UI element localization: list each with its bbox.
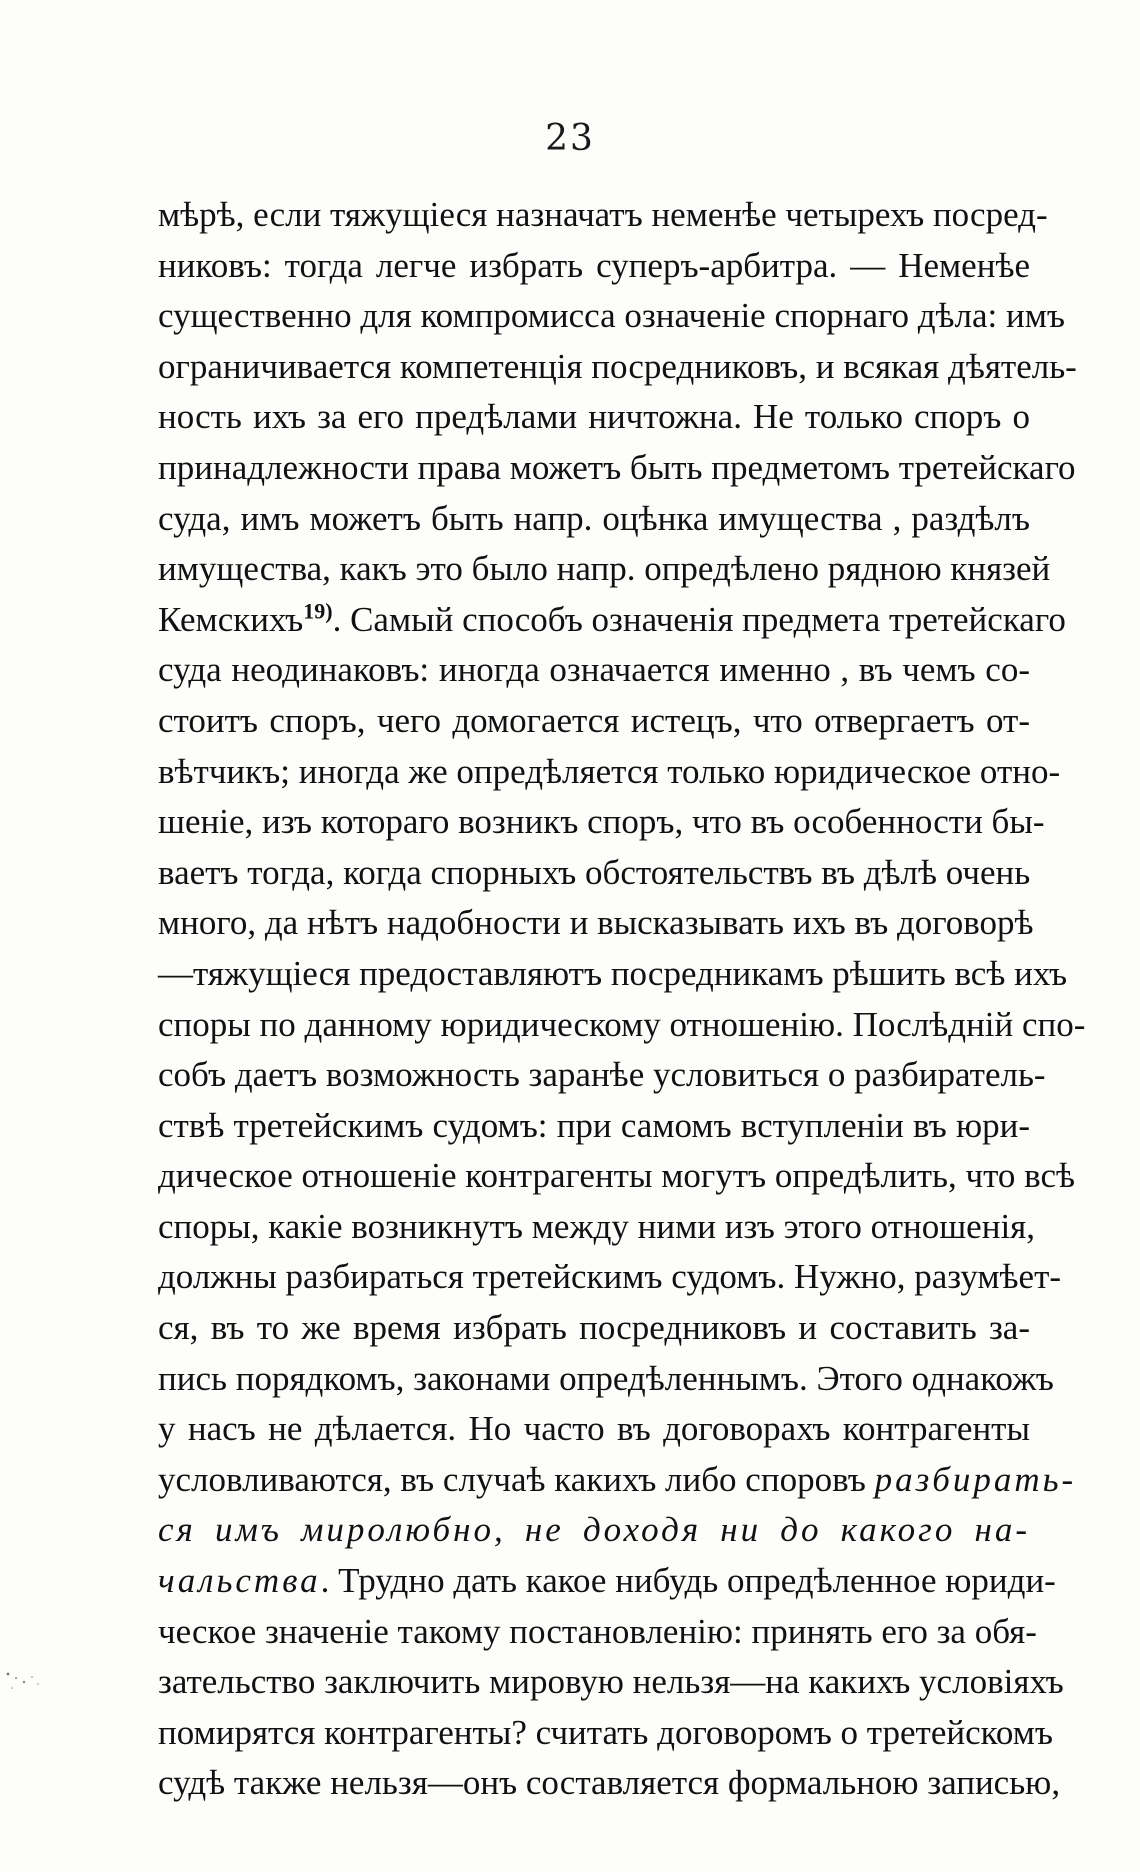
text-segment: ограничивается компетенція посредниковъ, и всякая дѣятель- <box>158 346 1077 386</box>
text-line <box>158 645 1030 696</box>
text-line <box>158 1101 1030 1152</box>
text-segment: ность ихъ за его предѣлами ничтожна. Не только споръ о <box>158 397 1030 437</box>
italic-text-segment: ся имъ миролюбно, не доходя ни до какого на- <box>158 1510 1030 1550</box>
text-line <box>158 949 1068 1000</box>
text-segment: . Трудно дать какое нибудь опредѣленное юриди- <box>320 1561 1056 1601</box>
text-line <box>158 1202 1036 1253</box>
text-segment: ствѣ третейскимъ судомъ: при самомъ вступленіи въ юри- <box>158 1105 1030 1145</box>
text-line <box>158 1151 1076 1202</box>
text-line <box>158 494 1030 545</box>
text-segment: —тяжущіеся предоставляютъ посредникамъ рѣшить всѣ ихъ <box>158 953 1068 993</box>
text-segment: собъ даетъ возможность заранѣе условиться о разбиратель- <box>158 1055 1046 1095</box>
text-line <box>158 1657 1064 1708</box>
text-segment: существенно для компромисса означеніе спорнаго дѣла: имъ <box>158 296 1065 336</box>
text-segment: у насъ не дѣлается. Но часто въ договорахъ контрагенты <box>158 1409 1030 1449</box>
text-segment: ся, въ то же время избрать посредниковъ и составить за- <box>158 1308 1030 1348</box>
text-segment: споры, какіе возникнутъ между ними изъ этого отношенія, <box>158 1206 1036 1246</box>
italic-text-segment: разбирать- <box>874 1459 1077 1499</box>
text-line <box>158 1505 1030 1556</box>
text-segment: стоитъ споръ, чего домогается истецъ, что отвергаетъ от- <box>158 700 1030 740</box>
text-line <box>158 241 1030 292</box>
text-line <box>158 1303 1030 1354</box>
text-line <box>158 1708 1053 1759</box>
text-line <box>158 1455 1077 1506</box>
text-line <box>158 696 1030 747</box>
text-segment: судѣ также нельзя—онъ составляется формальною записью, <box>158 1763 1061 1803</box>
text-line <box>158 747 1061 798</box>
text-line <box>158 1050 1046 1101</box>
body-text <box>158 190 1086 1809</box>
text-segment: много, да нѣтъ надобности и высказывать ихъ въ договорѣ <box>158 903 1034 943</box>
text-segment: суда неодинаковъ: иногда означается именно , въ чемъ со- <box>158 650 1030 690</box>
text-segment: мѣрѣ, если тяжущіеся назначатъ неменѣе четырехъ посред- <box>158 195 1048 234</box>
text-line <box>158 1252 1062 1303</box>
text-segment: ческое значеніе такому постановленію: принять его за обя- <box>158 1611 1037 1651</box>
footnote-marker: 19) <box>303 598 333 624</box>
italic-text-segment: чальства <box>158 1561 321 1601</box>
text-segment: никовъ: тогда легче избрать суперъ-арбитра. — Неменѣе <box>158 245 1030 285</box>
text-segment: суда, имъ можетъ быть напр. оцѣнка имущества , раздѣлъ <box>158 498 1030 538</box>
text-segment: зательство заключить мировую нельзя—на какихъ условіяхъ <box>158 1662 1064 1702</box>
text-segment: условливаются, въ случаѣ какихъ либо споровъ <box>158 1459 875 1499</box>
text-line <box>158 1000 1086 1051</box>
text-line <box>158 544 1051 595</box>
text-line <box>158 797 1045 848</box>
text-segment: принадлежности права можетъ быть предметомъ третейскаго <box>158 447 1076 487</box>
text-line <box>158 1404 1030 1455</box>
text-segment: шеніе, изъ котораго возникъ споръ, что въ особенности бы- <box>158 802 1045 842</box>
text-line <box>158 1758 1061 1809</box>
text-segment: пись порядкомъ, законами опредѣленнымъ. Этого однакожъ <box>158 1358 1054 1398</box>
text-line <box>158 848 1030 899</box>
text-line <box>158 1354 1054 1405</box>
text-segment: должны разбираться третейскимъ судомъ. Нужно, разумѣет- <box>158 1257 1062 1297</box>
text-segment: Кемскихъ <box>158 599 304 639</box>
page-number: 23 <box>545 118 595 159</box>
text-segment: дическое отношеніе контрагенты могутъ опредѣлить, что всѣ <box>158 1156 1076 1196</box>
text-line <box>158 1556 1056 1607</box>
text-segment: имущества, какъ это было напр. опредѣлено рядною князей <box>158 549 1051 589</box>
text-segment: помирятся контрагенты? считать договоромъ о третейскомъ <box>158 1712 1053 1752</box>
text-segment: ваетъ тогда, когда спорныхъ обстоятельствъ въ дѣлѣ очень <box>158 852 1031 892</box>
text-line <box>158 595 1066 646</box>
text-line <box>158 190 1048 241</box>
text-segment: вѣтчикъ; иногда же опредѣляется только юридическое отно- <box>158 751 1061 791</box>
text-segment: споры по данному юридическому отношенію. Послѣдній спо- <box>158 1004 1086 1044</box>
text-line <box>158 342 1077 393</box>
margin-speck <box>2 1668 48 1708</box>
text-line <box>158 1607 1037 1658</box>
text-line <box>158 392 1030 443</box>
text-line <box>158 291 1065 342</box>
text-line <box>158 898 1034 949</box>
text-line <box>158 443 1076 494</box>
text-segment: . Самый способъ означенія предмета третейскаго <box>332 599 1066 639</box>
